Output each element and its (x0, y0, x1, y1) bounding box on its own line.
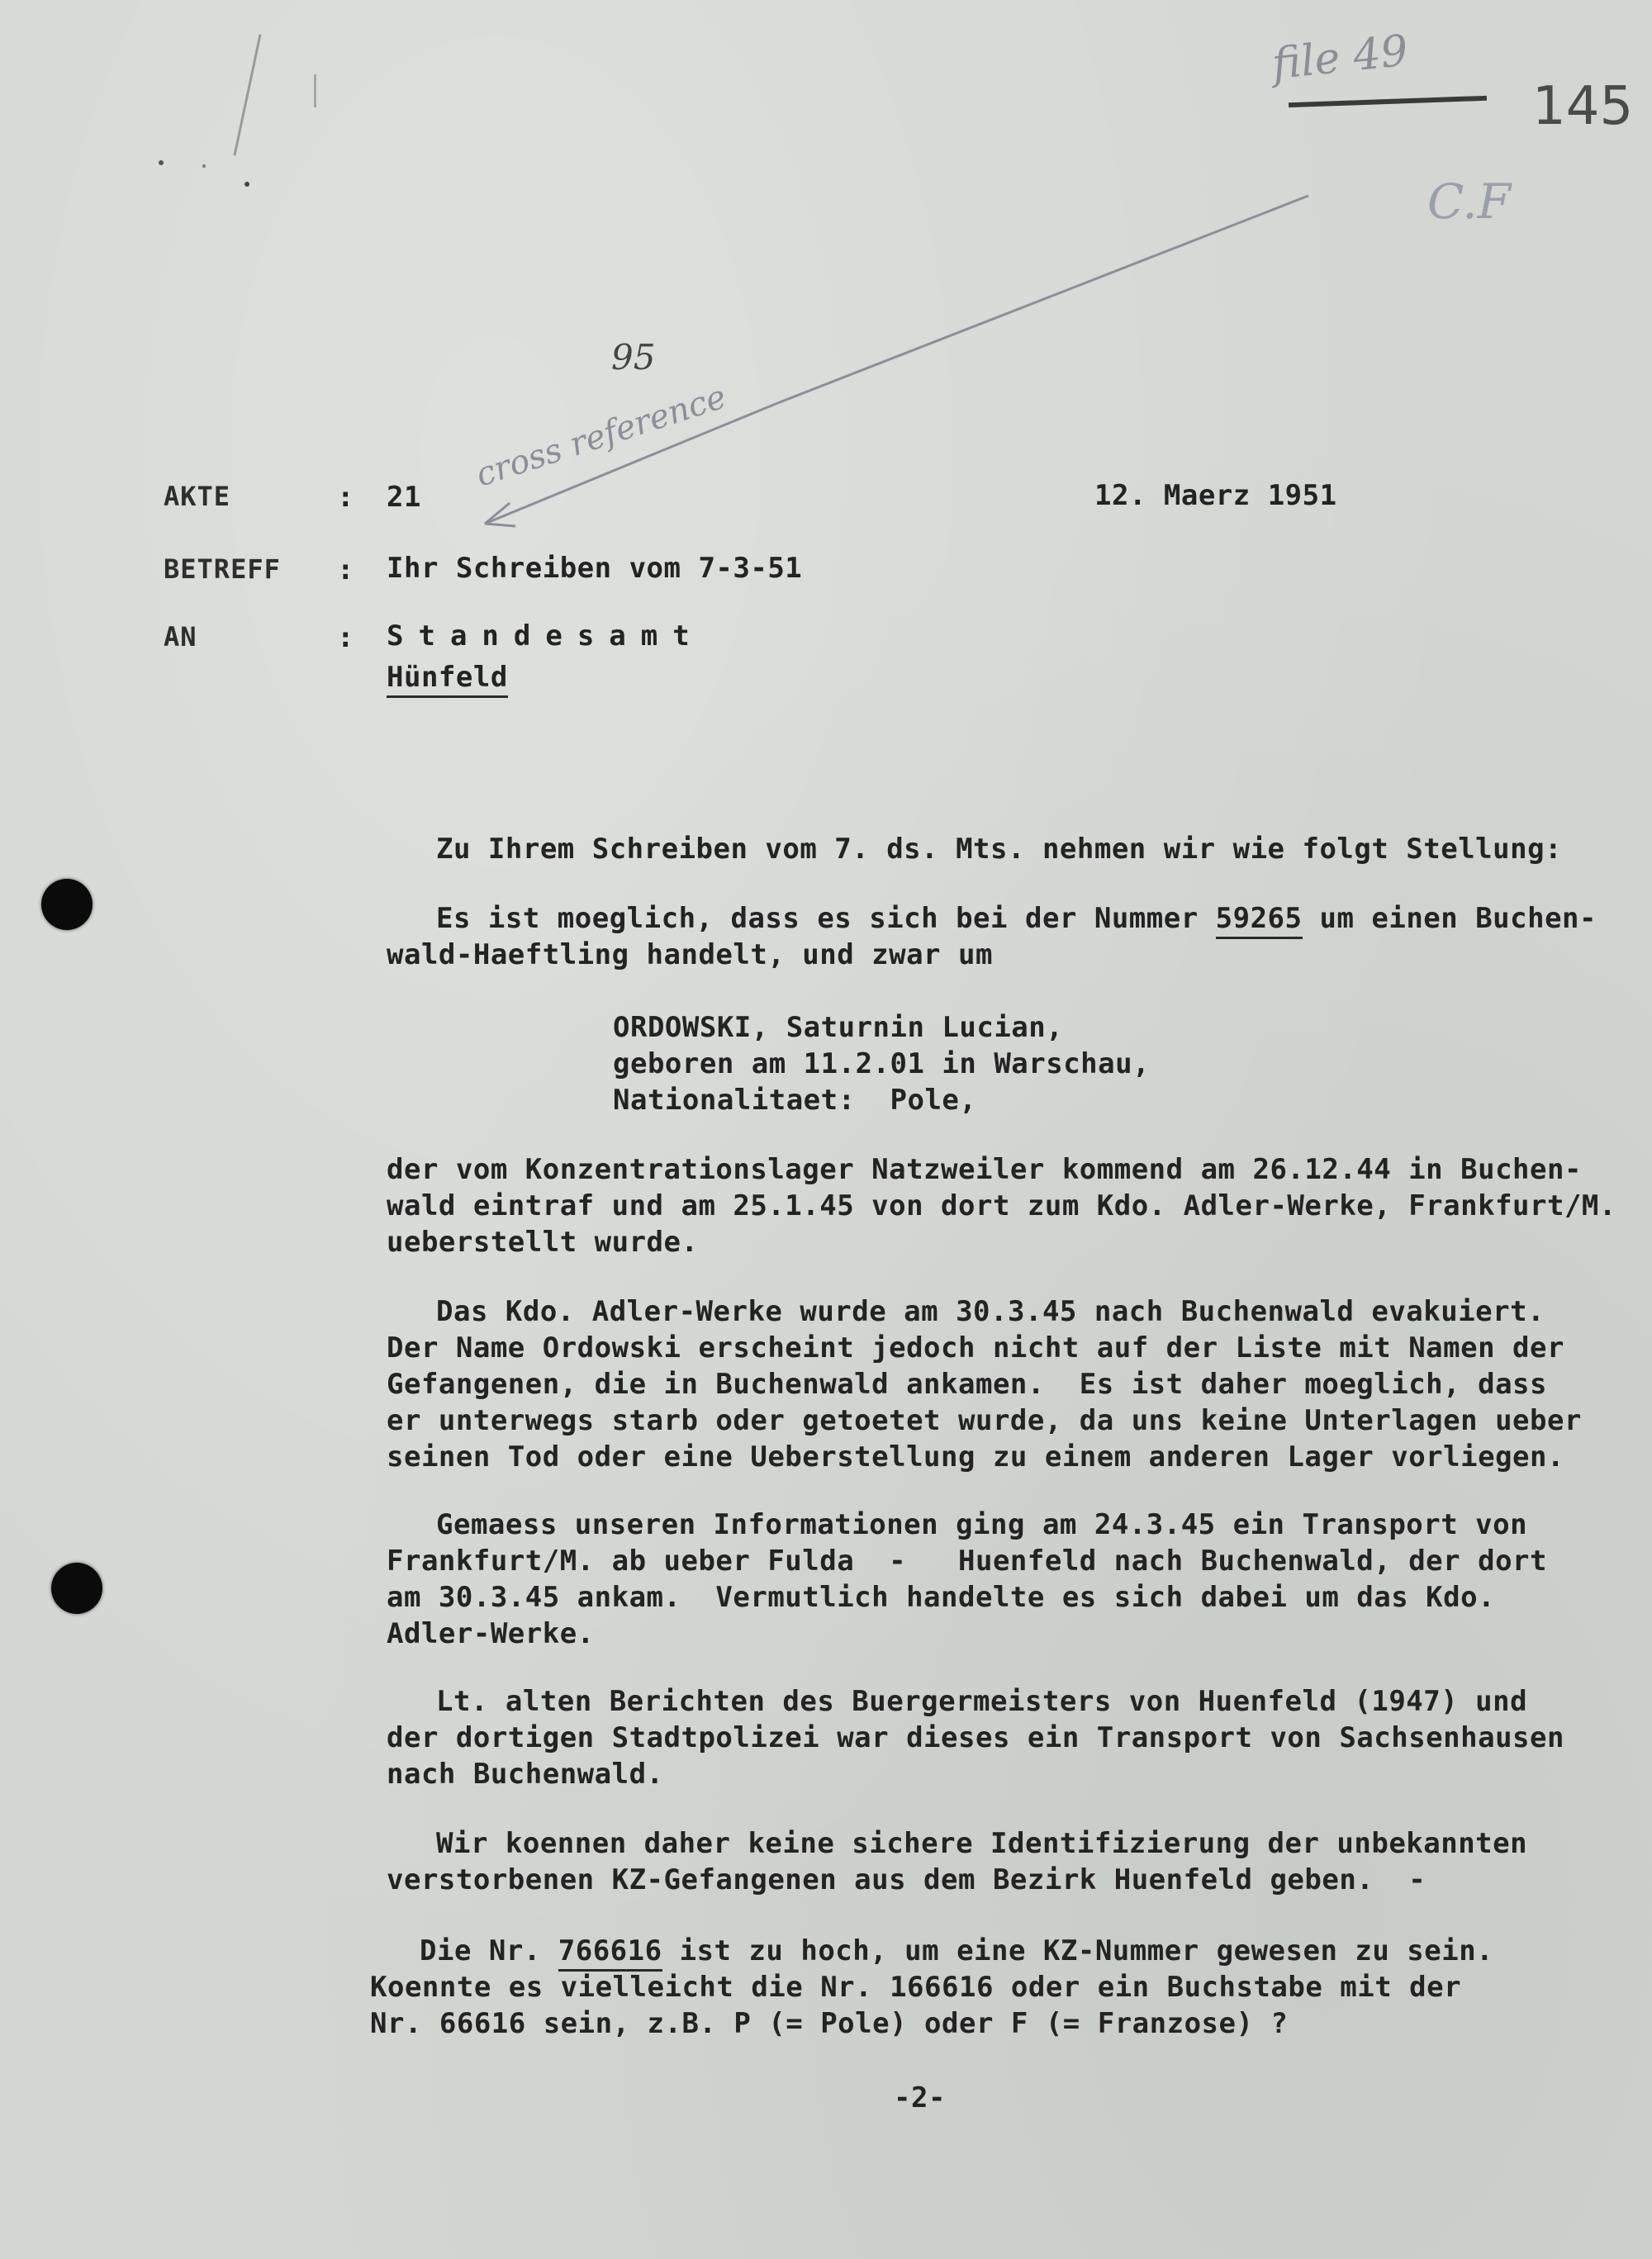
p1-text-a: Es ist moeglich, dass es sich bei der Nummer (436, 902, 1216, 935)
p1-number: 59265 (1216, 902, 1303, 939)
an-recipient: Standesamt (387, 619, 705, 653)
person-name: ORDOWSKI, Saturnin Lucian, (613, 1011, 1064, 1044)
p7-number: 766616 (558, 1934, 662, 1972)
letter-date: 12. Maerz 1951 (1094, 479, 1337, 512)
handwritten-file-note: file 49 (1270, 26, 1411, 90)
p6-line2: verstorbenen KZ-Gefangenen aus dem Bezirk Huenfeld geben. - (387, 1863, 1427, 1896)
p5-line1: Lt. alten Berichten des Buergermeisters von Huenfeld (1947) und (436, 1685, 1528, 1718)
handwritten-margin-note: cross reference (471, 377, 731, 495)
p7-line2: Koennte es vielleicht die Nr. 166616 oder ein Buchstabe mit der (370, 1971, 1462, 2004)
p3-line4: er unterwegs starb oder getoetet wurde, da uns keine Unterlagen ueber (387, 1404, 1582, 1437)
p4-line2: Frankfurt/M. ab ueber Fulda - Huenfeld nach Buchenwald, der dort (387, 1545, 1547, 1578)
p3-line5: seinen Tod oder eine Ueberstellung zu einem anderen Lager vorliegen. (387, 1440, 1564, 1474)
an-place: Hünfeld (387, 661, 508, 698)
akte-label: AKTE (164, 481, 231, 512)
p3-line2: Der Name Ordowski erscheint jedoch nicht auf der Liste mit Namen der (387, 1331, 1564, 1364)
person-nationality: Nationalitaet: Pole, (613, 1084, 977, 1117)
akte-value: 21 (387, 481, 421, 514)
p3-line3: Gefangenen, die in Buchenwald ankamen. Es ist daher moeglich, dass (387, 1368, 1547, 1401)
betreff-label: BETREFF (164, 553, 281, 585)
page-marker: -2- (894, 2081, 946, 2114)
an-label: AN (164, 621, 197, 653)
p2-line3: ueberstellt wurde. (387, 1226, 699, 1259)
an-colon: : (337, 621, 354, 654)
p1-line1 (436, 902, 1597, 935)
p2-line2: wald eintraf und am 25.1.45 von dort zum Kdo. Adler-Werke, Frankfurt/M. (387, 1189, 1616, 1222)
p5-line3: nach Buchenwald. (387, 1758, 664, 1791)
person-birth: geboren am 11.2.01 in Warschau, (613, 1047, 1151, 1080)
p7-text-b: ist zu hoch, um eine KZ-Nummer gewesen zu sein. (662, 1934, 1494, 1967)
akte-colon: : (337, 481, 354, 514)
cross-reference-line (0, 0, 1652, 578)
p1-line2: wald-Haeftling handelt, und zwar um (387, 938, 993, 971)
p6-line1: Wir koennen daher keine sichere Identifizierung der unbekannten (436, 1827, 1528, 1860)
p4-line4: Adler-Werke. (387, 1617, 595, 1650)
betreff-value: Ihr Schreiben vom 7-3-51 (387, 552, 803, 585)
punch-hole-bottom (51, 1563, 102, 1614)
punch-hole-top (41, 879, 93, 930)
stamped-page-number: 145 (1532, 76, 1634, 137)
p4-line1: Gemaess unseren Informationen ging am 24.3.45 ein Transport von (436, 1508, 1528, 1541)
handwritten-initials: C.F (1427, 173, 1511, 230)
p7-text-a: Die Nr. (420, 1934, 558, 1967)
handwritten-page-ref: 95 (611, 337, 656, 377)
p4-line3: am 30.3.45 ankam. Vermutlich handelte es sich dabei um das Kdo. (387, 1581, 1496, 1614)
intro-line: Zu Ihrem Schreiben vom 7. ds. Mts. nehmen wir wie folgt Stellung: (436, 833, 1563, 866)
p2-line1: der vom Konzentrationslager Natzweiler kommend am 26.12.44 in Buchen- (387, 1153, 1582, 1186)
p7-line1 (420, 1934, 1493, 1967)
p5-line2: der dortigen Stadtpolizei war dieses ein Transport von Sachsenhausen (387, 1721, 1564, 1754)
p7-line3: Nr. 66616 sein, z.B. P (= Pole) oder F (= Franzose) ? (370, 2007, 1289, 2040)
betreff-colon: : (337, 553, 354, 586)
p3-line1: Das Kdo. Adler-Werke wurde am 30.3.45 nach Buchenwald evakuiert. (436, 1295, 1545, 1328)
p1-text-b: um einen Buchen- (1302, 902, 1597, 935)
